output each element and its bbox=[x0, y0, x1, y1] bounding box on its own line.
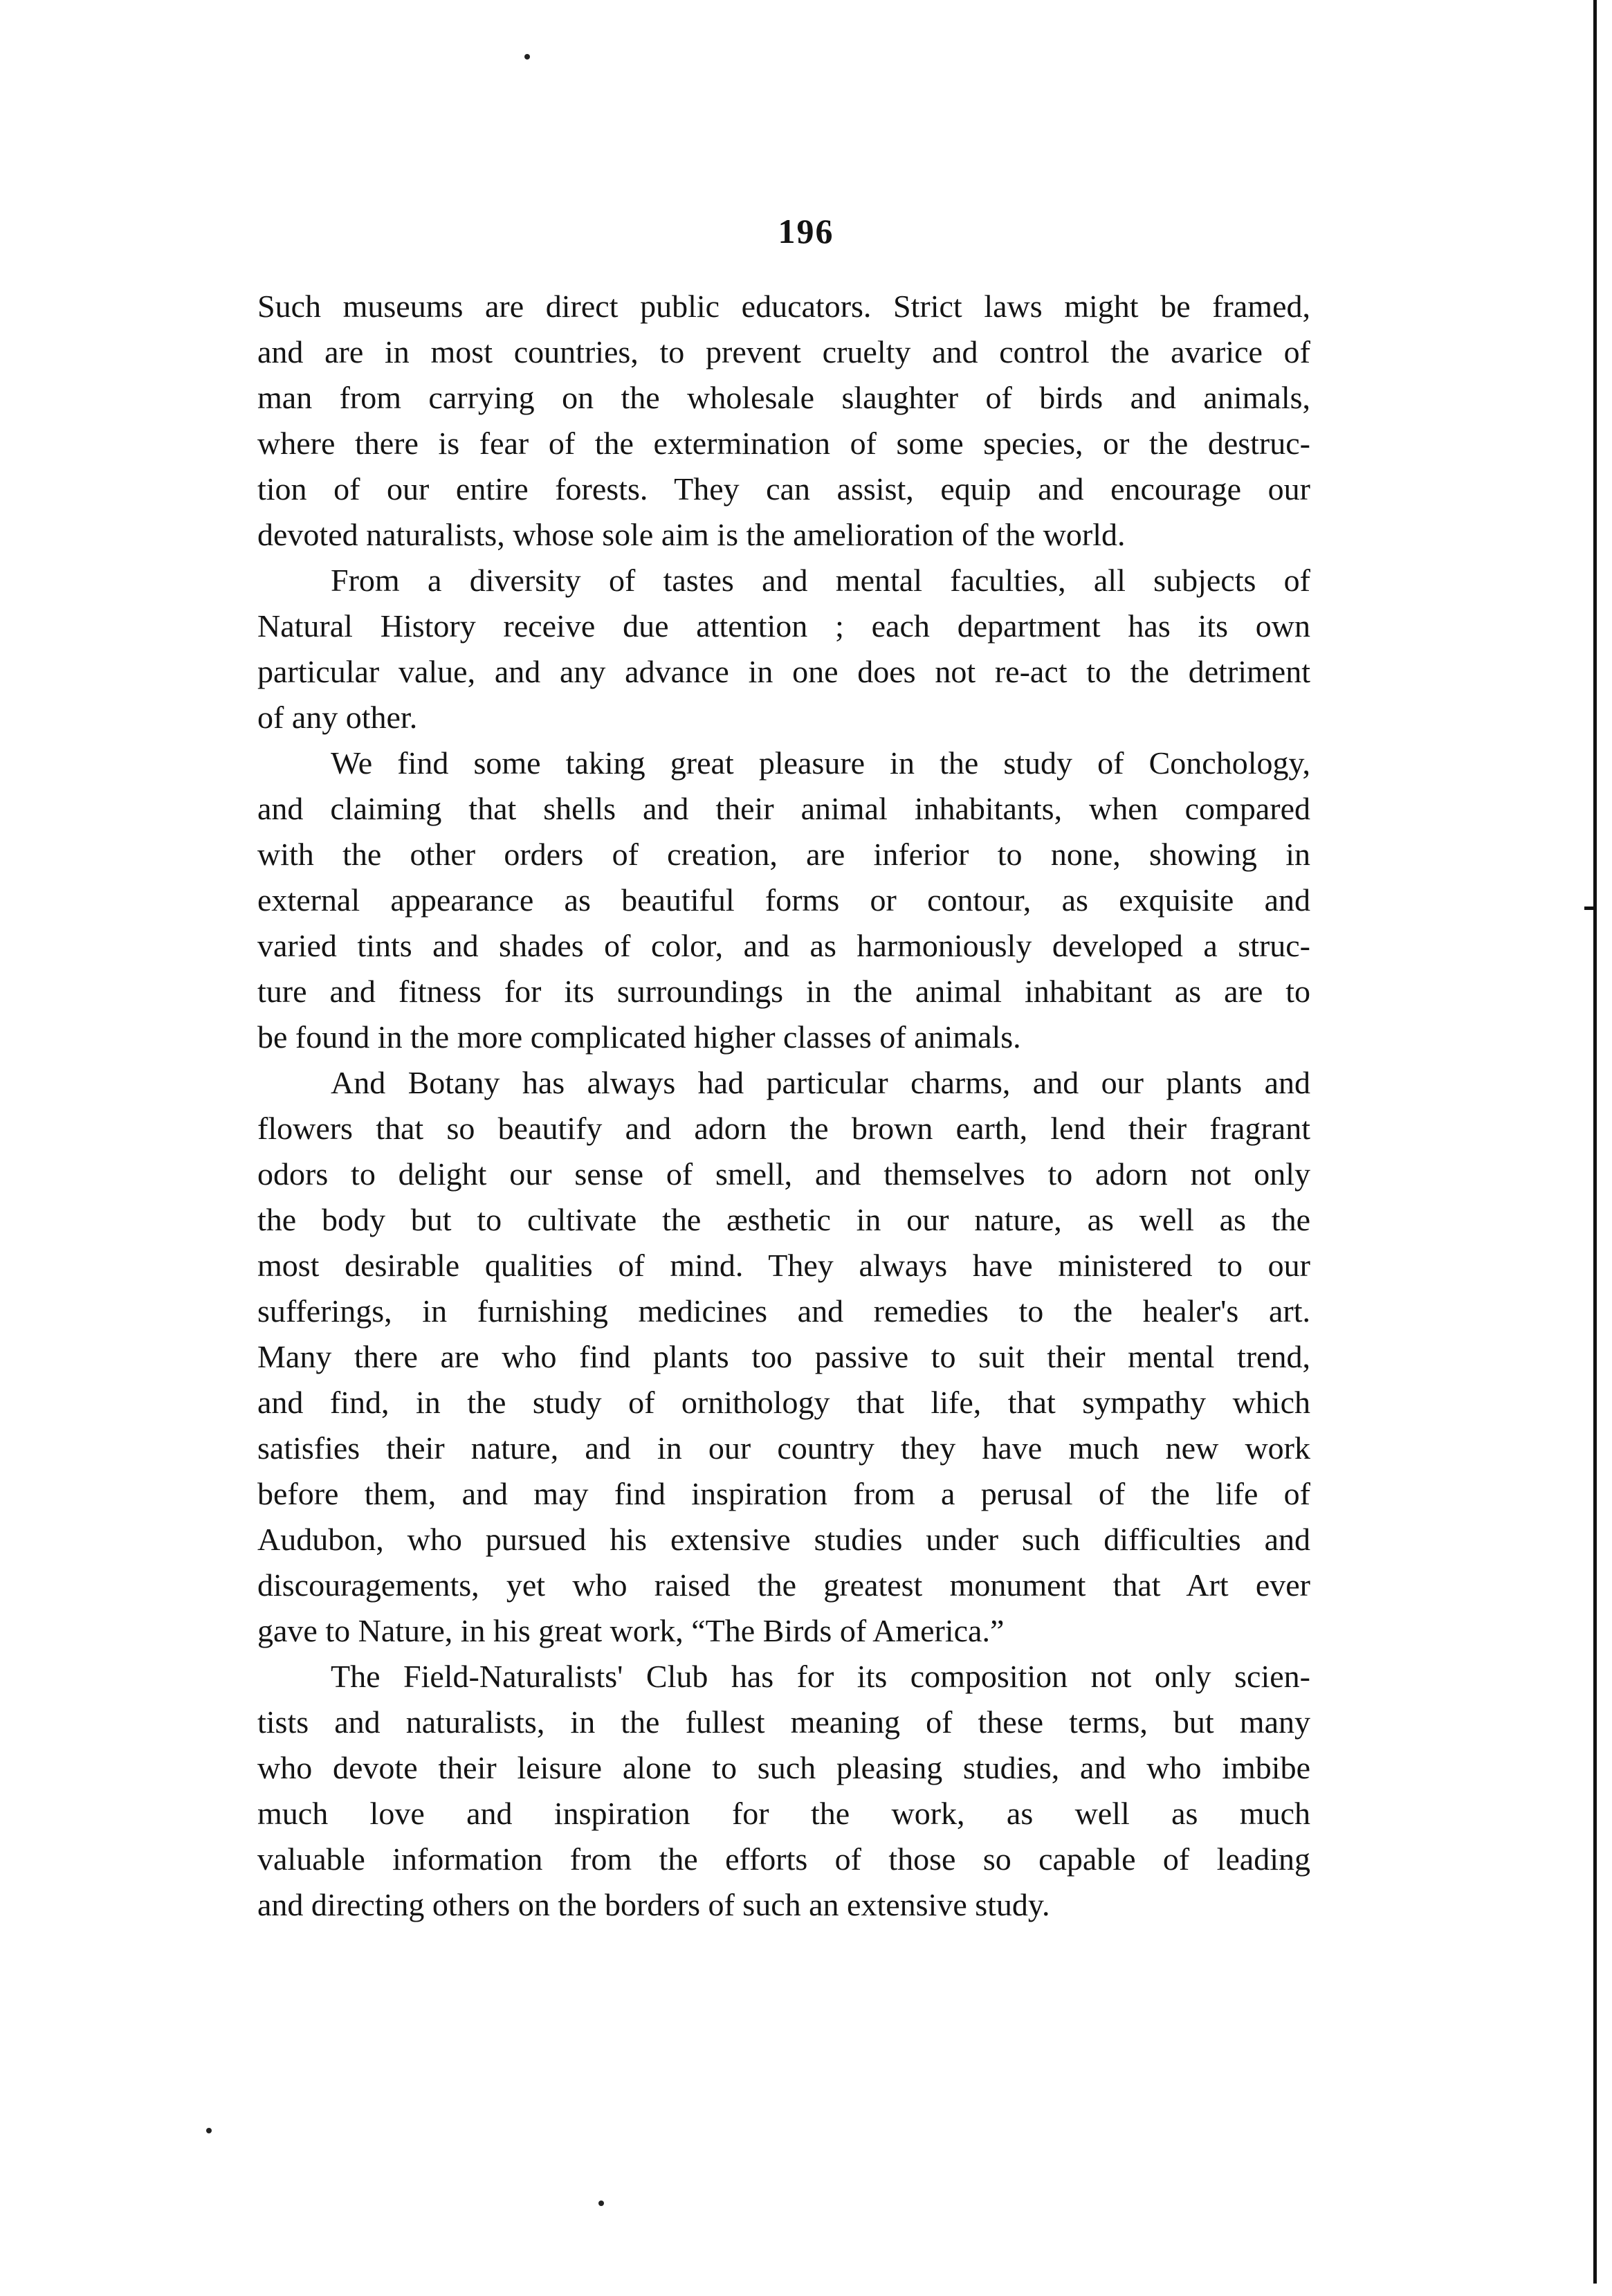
text-line: and find, in the study of ornithology that life, that sympathy which bbox=[257, 1385, 1310, 1420]
text-line: Audubon, who pursued his extensive studies under such difficulties and bbox=[257, 1522, 1310, 1557]
scan-speck-bottom bbox=[598, 2201, 604, 2206]
text-line: who devote their leisure alone to such pleasing studies, and who imbibe bbox=[257, 1750, 1310, 1785]
text-line: external appearance as beautiful forms or contour, as exquisite and bbox=[257, 882, 1310, 918]
text-line: odors to delight our sense of smell, and themselves to adorn not only bbox=[257, 1156, 1310, 1192]
text-line: and claiming that shells and their animal inhabitants, when compared bbox=[257, 791, 1310, 826]
text-line: tists and naturalists, in the fullest meaning of these terms, but many bbox=[257, 1704, 1310, 1740]
text-line: and directing others on the borders of such an extensive study. bbox=[257, 1887, 1050, 1922]
text-line: man from carrying on the wholesale slaughter of birds and animals, bbox=[257, 380, 1310, 415]
text-line: sufferings, in furnishing medicines and remedies to the healer's art. bbox=[257, 1293, 1310, 1329]
page-edge-rule bbox=[1593, 0, 1597, 2284]
paragraph bbox=[257, 1654, 1310, 1928]
paragraph bbox=[257, 1060, 1310, 1654]
text-line: We find some taking great pleasure in the study of Conchology, bbox=[331, 745, 1310, 781]
text-line: particular value, and any advance in one does not re-act to the detriment bbox=[257, 654, 1310, 689]
paragraph bbox=[257, 558, 1310, 740]
paragraph bbox=[257, 284, 1310, 558]
text-line: be found in the more complicated higher classes of animals. bbox=[257, 1019, 1021, 1055]
text-line: the body but to cultivate the æsthetic in our nature, as well as the bbox=[257, 1202, 1310, 1237]
text-line: The Field-Naturalists' Club has for its composition not only scien- bbox=[331, 1659, 1310, 1694]
text-line: ture and fitness for its surroundings in the animal inhabitant as are to bbox=[257, 974, 1310, 1009]
text-line: of any other. bbox=[257, 700, 418, 735]
text-line: valuable information from the efforts of those so capable of leading bbox=[257, 1841, 1310, 1877]
text-line: gave to Nature, in his great work, “The Birds of America.” bbox=[257, 1613, 1005, 1648]
text-line: much love and inspiration for the work, as well as much bbox=[257, 1796, 1310, 1831]
text-line: flowers that so beautify and adorn the brown earth, lend their fragrant bbox=[257, 1111, 1310, 1146]
page-edge-tick bbox=[1584, 906, 1594, 910]
text-line: satisfies their nature, and in our country they have much new work bbox=[257, 1430, 1310, 1466]
text-line: tion of our entire forests. They can assist, equip and encourage our bbox=[257, 471, 1310, 507]
body-text bbox=[257, 284, 1310, 1928]
text-line: varied tints and shades of color, and as harmoniously developed a struc- bbox=[257, 928, 1310, 963]
page-number: 196 bbox=[778, 212, 834, 250]
text-line: most desirable qualities of mind. They always have ministered to our bbox=[257, 1248, 1310, 1283]
text-line: Natural History receive due attention ; each department has its own bbox=[257, 608, 1310, 644]
text-line: discouragements, yet who raised the greatest monument that Art ever bbox=[257, 1567, 1310, 1603]
text-line: From a diversity of tastes and mental faculties, all subjects of bbox=[331, 563, 1310, 598]
paragraph bbox=[257, 740, 1310, 1060]
text-line: before them, and may find inspiration from a perusal of the life of bbox=[257, 1476, 1310, 1511]
text-line: Such museums are direct public educators. Strict laws might be framed, bbox=[257, 289, 1310, 324]
text-line: Many there are who find plants too passive to suit their mental trend, bbox=[257, 1339, 1310, 1374]
scan-speck-left bbox=[206, 2128, 212, 2133]
text-line: And Botany has always had particular charms, and our plants and bbox=[331, 1065, 1310, 1100]
text-line: devoted naturalists, whose sole aim is the amelioration of the world. bbox=[257, 517, 1126, 552]
text-line: where there is fear of the extermination of some species, or the destruc- bbox=[257, 426, 1310, 461]
scan-speck-top bbox=[524, 54, 530, 60]
text-line: and are in most countries, to prevent cruelty and control the avarice of bbox=[257, 334, 1310, 370]
text-line: with the other orders of creation, are inferior to none, showing in bbox=[257, 837, 1310, 872]
